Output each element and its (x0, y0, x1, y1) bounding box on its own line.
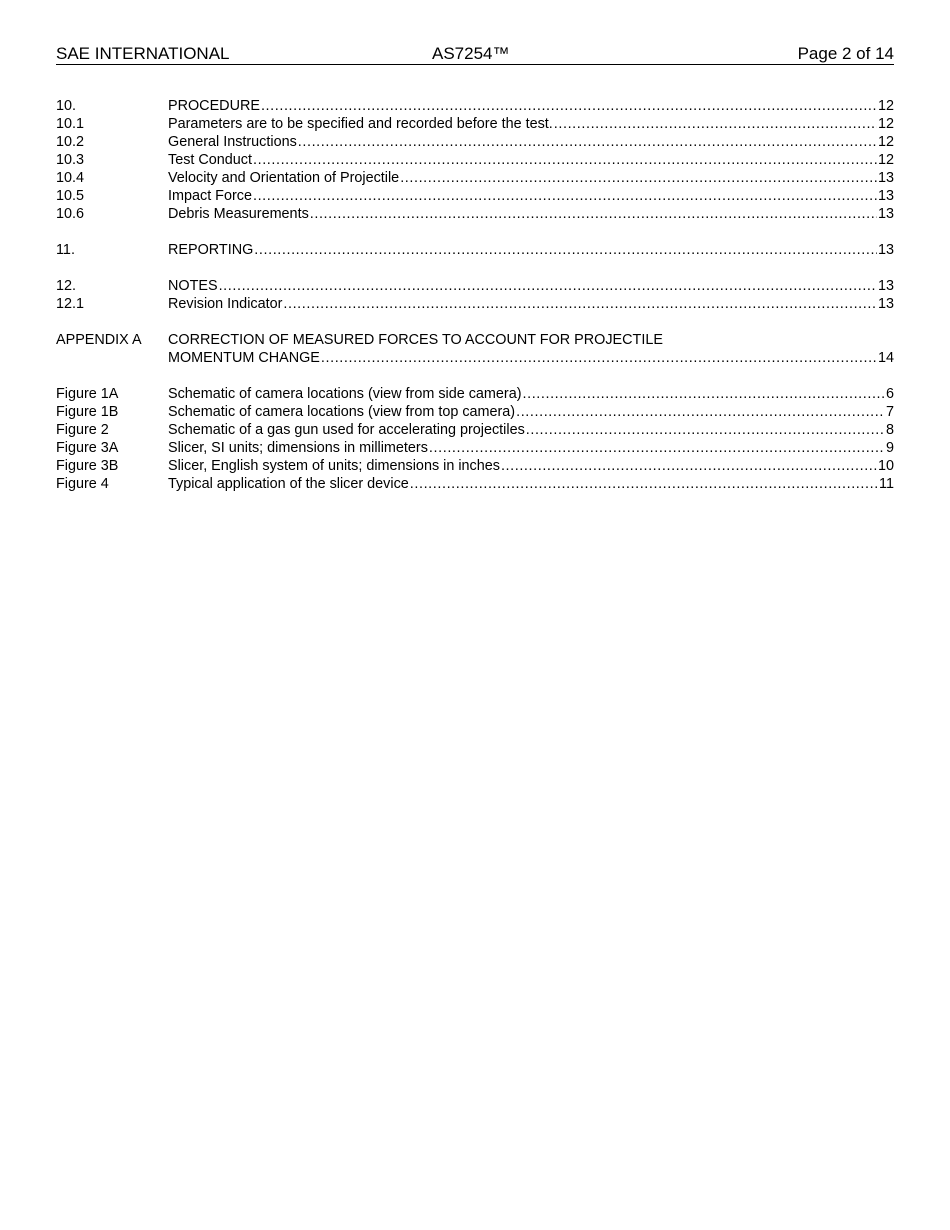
toc-group (56, 97, 894, 223)
toc-entry[interactable] (56, 349, 894, 367)
toc-entry[interactable] (56, 133, 894, 151)
toc-entry-title: Slicer, English system of units; dimensions in inches (168, 458, 500, 474)
toc-entry[interactable] (56, 241, 894, 259)
toc-entry-title-cell (168, 133, 894, 151)
page-header (56, 44, 894, 65)
toc-dot-leader (310, 205, 877, 223)
toc-entry[interactable] (56, 331, 894, 349)
toc-entry-title: Debris Measurements (168, 206, 309, 222)
toc-entry-page: 13 (877, 206, 894, 222)
toc-dot-leader (321, 349, 877, 367)
toc-entry-number: 12.1 (56, 296, 85, 312)
toc-dot-leader (554, 115, 877, 133)
toc-dot-leader (253, 151, 877, 169)
toc-entry-page: 7 (885, 404, 894, 420)
toc-entry-number: 10.1 (56, 116, 85, 132)
toc-entry-page: 14 (877, 350, 894, 366)
toc-entry-title-cell (168, 349, 894, 367)
toc-entry-title: PROCEDURE (168, 98, 260, 114)
toc-group (56, 331, 894, 367)
toc-entry[interactable] (56, 295, 894, 313)
toc-entry-number: 10.5 (56, 188, 85, 204)
toc-entry-title-cell (168, 277, 894, 295)
toc-entry-title-cell (168, 331, 894, 349)
toc-entry[interactable] (56, 151, 894, 169)
toc-entry-page: 12 (877, 134, 894, 150)
toc-entry-title-cell (168, 169, 894, 187)
toc-entry-title-cell (168, 457, 894, 475)
toc-entry-number: 10. (56, 98, 77, 114)
toc-entry-page: 10 (877, 458, 894, 474)
toc-dot-leader (429, 439, 885, 457)
table-of-contents (56, 97, 894, 511)
toc-entry-number: Figure 2 (56, 422, 109, 438)
toc-entry-title-cell (168, 295, 894, 313)
toc-dot-leader (501, 457, 877, 475)
toc-entry-number: 11. (56, 242, 75, 258)
toc-entry-number: Figure 3A (56, 440, 119, 456)
toc-entry-number: Figure 4 (56, 476, 109, 492)
toc-entry-page: 6 (885, 386, 894, 402)
toc-dot-leader (410, 475, 878, 493)
header-document-number: AS7254™ (432, 44, 510, 63)
toc-entry[interactable] (56, 385, 894, 403)
toc-entry-number: 10.6 (56, 206, 85, 222)
toc-entry[interactable] (56, 421, 894, 439)
toc-entry-number: 10.4 (56, 170, 85, 186)
toc-entry-title: Typical application of the slicer device (168, 476, 409, 492)
toc-entry-title-cell (168, 205, 894, 223)
toc-entry-title: Schematic of camera locations (view from top camera) (168, 404, 516, 420)
toc-group (56, 385, 894, 493)
toc-entry-title: Schematic of camera locations (view from side camera) (168, 386, 522, 402)
toc-entry-title: CORRECTION OF MEASURED FORCES TO ACCOUNT FOR PROJECTILE (168, 332, 663, 348)
toc-dot-leader (219, 277, 877, 295)
toc-entry-page: 12 (877, 116, 894, 132)
toc-entry[interactable] (56, 475, 894, 493)
toc-entry-page: 13 (877, 296, 894, 312)
toc-entry-page: 8 (885, 422, 894, 438)
toc-entry-number: Figure 1A (56, 386, 119, 402)
toc-entry-title-cell (168, 187, 894, 205)
toc-dot-leader (254, 241, 877, 259)
toc-dot-leader (400, 169, 877, 187)
toc-entry[interactable] (56, 277, 894, 295)
toc-dot-leader (526, 421, 885, 439)
toc-entry-title-cell (168, 385, 894, 403)
toc-entry-page: 12 (877, 98, 894, 114)
toc-entry-number: APPENDIX A (56, 332, 142, 348)
toc-dot-leader (283, 295, 877, 313)
toc-group (56, 241, 894, 259)
toc-dot-leader (516, 403, 885, 421)
toc-entry-title: Test Conduct (168, 152, 252, 168)
toc-entry-page: 13 (877, 242, 894, 258)
toc-entry[interactable] (56, 457, 894, 475)
toc-dot-leader (298, 133, 877, 151)
toc-entry-title-cell (168, 439, 894, 457)
toc-entry-title: Velocity and Orientation of Projectile (168, 170, 400, 186)
toc-entry-title: General Instructions (168, 134, 297, 150)
toc-entry-number: Figure 1B (56, 404, 119, 420)
toc-entry-number: 10.3 (56, 152, 85, 168)
toc-entry[interactable] (56, 439, 894, 457)
toc-entry-title-cell (168, 115, 894, 133)
toc-entry-title-cell (168, 475, 894, 493)
toc-entry-title: REPORTING (168, 242, 254, 258)
toc-entry-title-cell (168, 241, 894, 259)
toc-dot-leader (523, 385, 885, 403)
toc-entry-title: NOTES (168, 278, 218, 294)
toc-entry[interactable] (56, 169, 894, 187)
toc-entry-page: 9 (885, 440, 894, 456)
toc-entry-number: Figure 3B (56, 458, 119, 474)
header-page-number: Page 2 of 14 (797, 44, 894, 63)
toc-entry[interactable] (56, 97, 894, 115)
toc-entry-page: 12 (877, 152, 894, 168)
toc-entry[interactable] (56, 115, 894, 133)
toc-entry-number: 12. (56, 278, 77, 294)
toc-entry-title-cell (168, 97, 894, 115)
toc-entry[interactable] (56, 403, 894, 421)
toc-entry[interactable] (56, 205, 894, 223)
toc-entry-title: Revision Indicator (168, 296, 283, 312)
toc-entry-page: 13 (877, 188, 894, 204)
toc-entry-page: 11 (879, 476, 894, 492)
toc-entry-page: 13 (877, 170, 894, 186)
toc-entry-title: Impact Force (168, 188, 252, 204)
toc-dot-leader (253, 187, 877, 205)
toc-entry[interactable] (56, 187, 894, 205)
toc-entry-page: 13 (877, 278, 894, 294)
toc-entry-title-cell (168, 421, 894, 439)
toc-entry-title: MOMENTUM CHANGE (168, 350, 320, 366)
toc-entry-title-cell (168, 151, 894, 169)
toc-entry-title: Slicer, SI units; dimensions in millimeters (168, 440, 428, 456)
toc-entry-title: Schematic of a gas gun used for accelerating projectiles (168, 422, 525, 438)
toc-entry-number: 10.2 (56, 134, 85, 150)
header-organization: SAE INTERNATIONAL (56, 44, 230, 63)
toc-entry-title: Parameters are to be specified and recorded before the test. (168, 116, 553, 132)
toc-dot-leader (261, 97, 877, 115)
toc-entry-title-cell (168, 403, 894, 421)
toc-group (56, 277, 894, 313)
